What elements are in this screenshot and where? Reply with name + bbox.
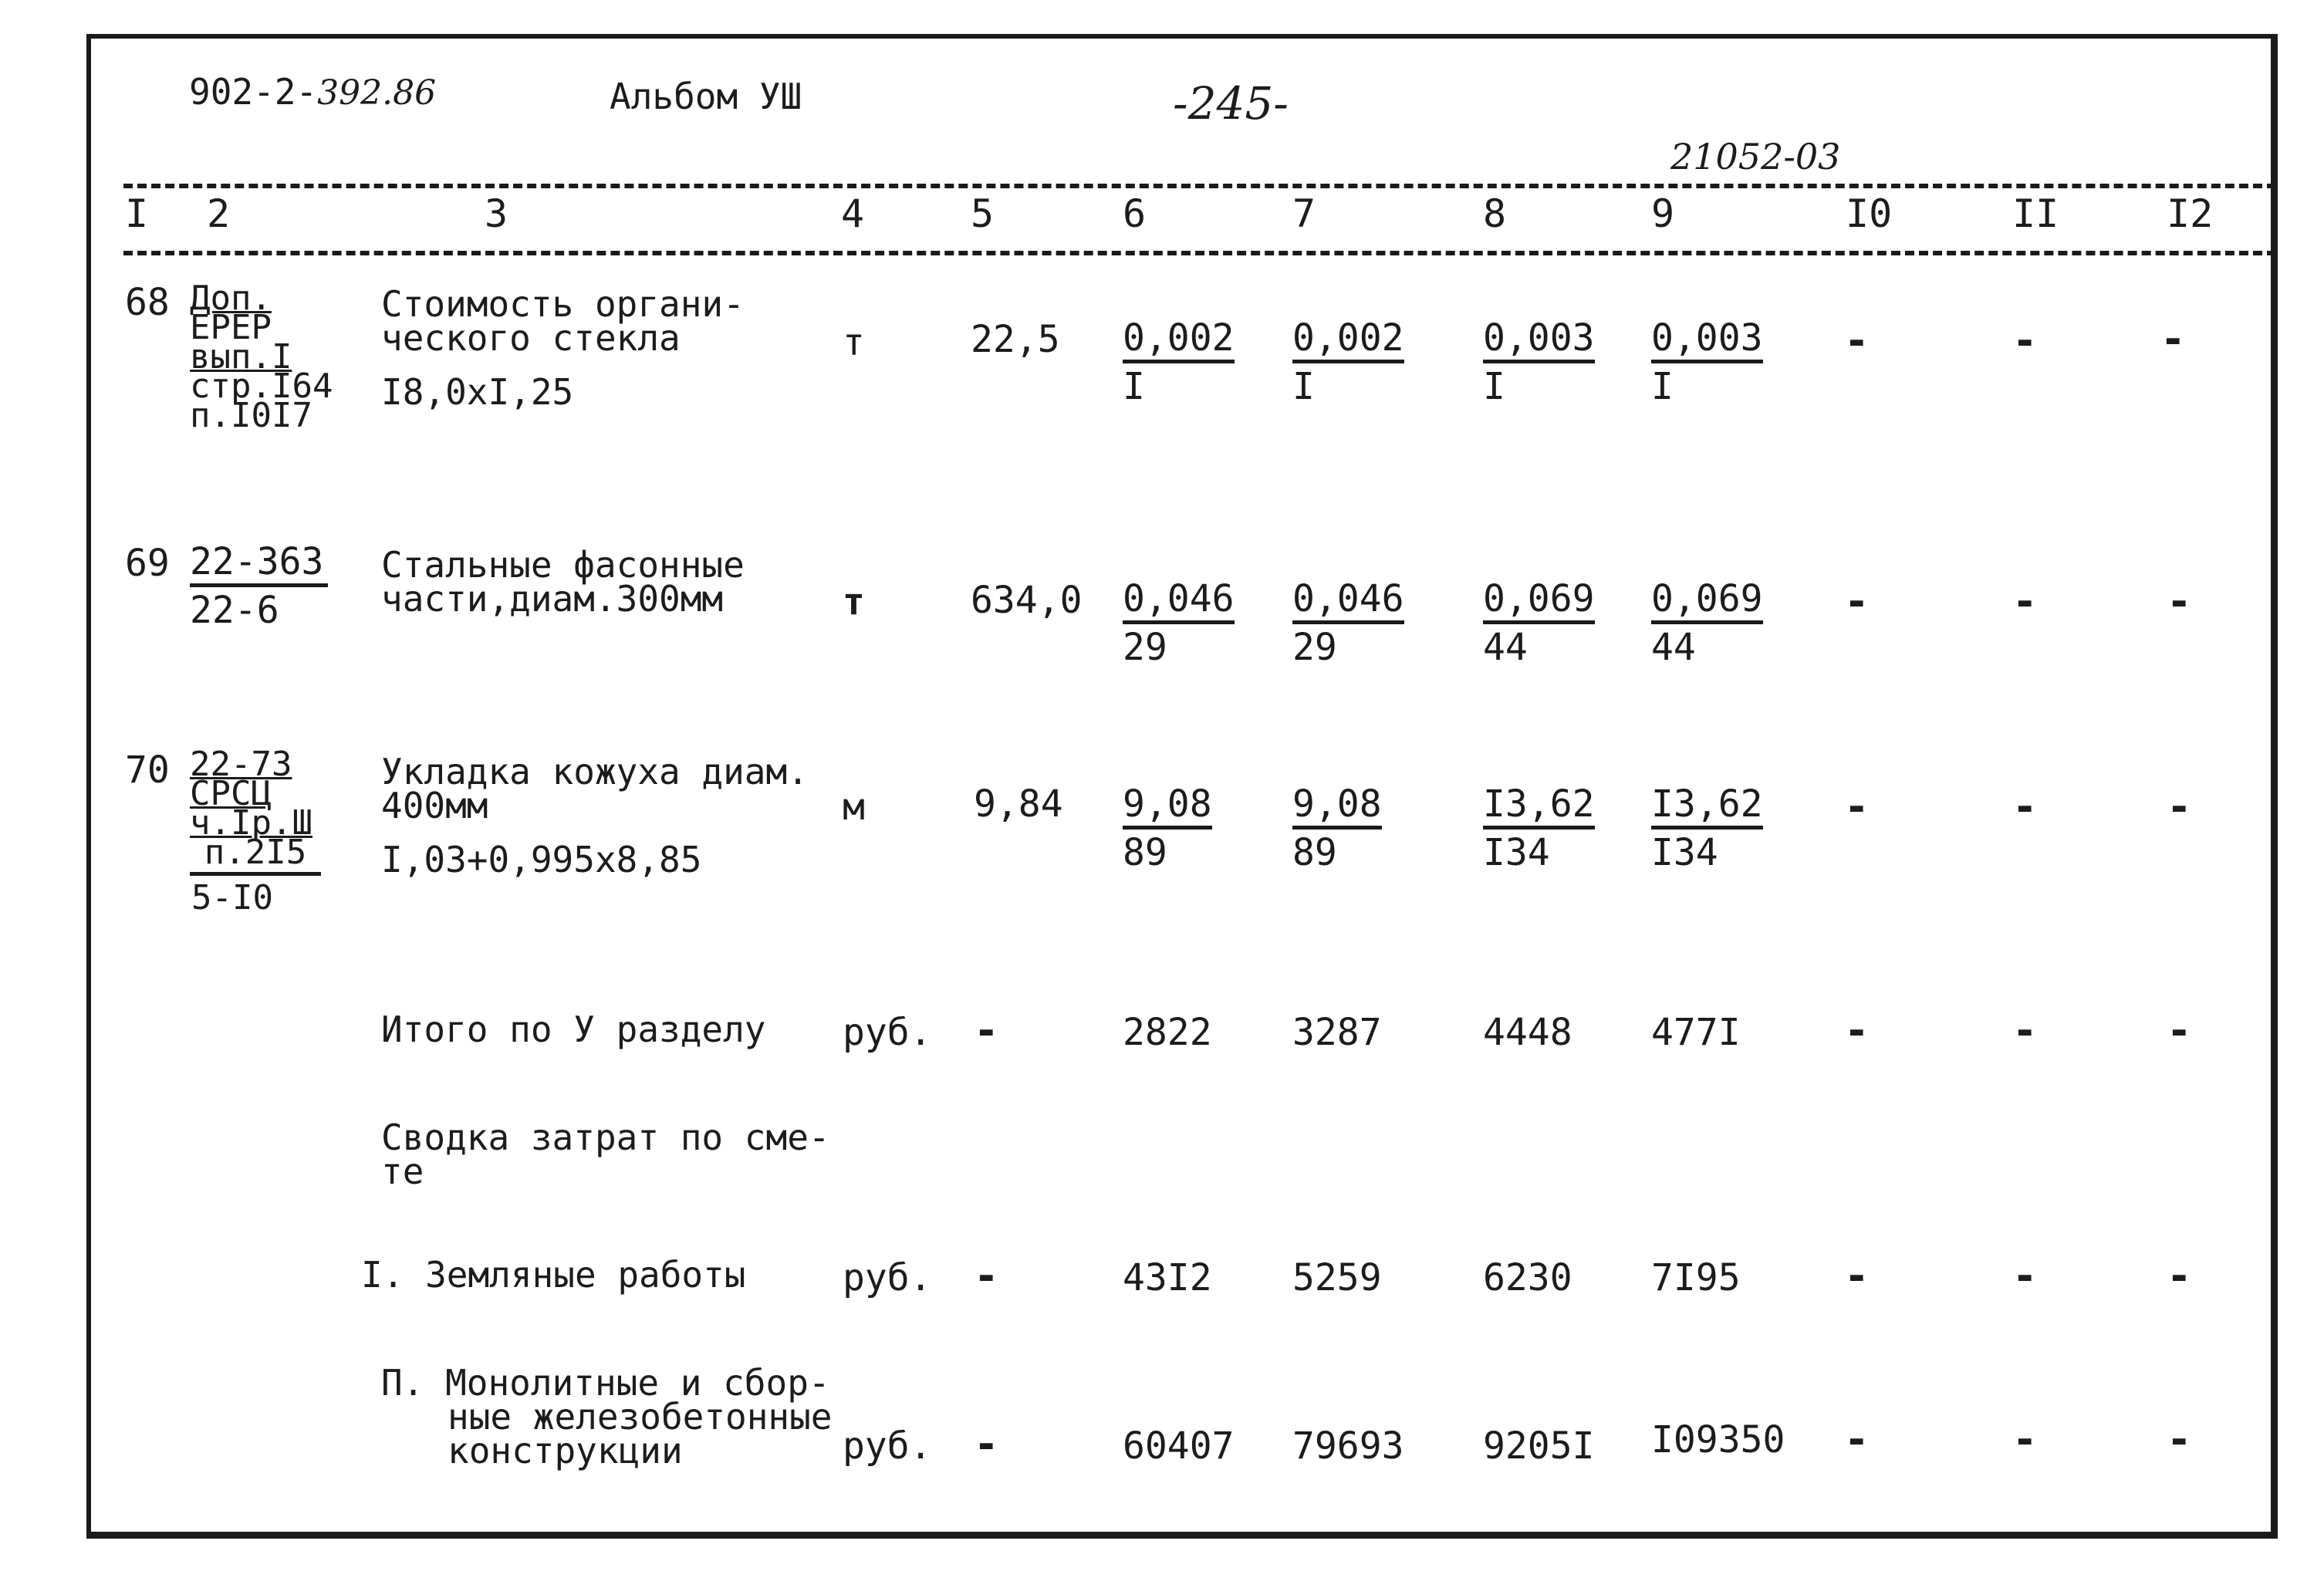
empty-cell: - xyxy=(2167,782,2192,831)
value-top: 0,003 xyxy=(1651,318,1763,363)
col-header-1: I xyxy=(125,191,149,236)
empty-cell: - xyxy=(2167,1006,2192,1055)
row-description xyxy=(381,751,809,880)
value-top: I3,62 xyxy=(1651,784,1763,830)
empty-cell: - xyxy=(1844,316,1870,365)
empty-cell: - xyxy=(1844,577,1870,626)
page-number: -245- xyxy=(1173,77,1289,130)
value-bottom: I34 xyxy=(1483,831,1550,874)
total-label: Итого по У разделу xyxy=(381,1009,766,1050)
unit: м xyxy=(843,786,865,829)
empty-cell: - xyxy=(974,1252,999,1300)
empty-cell: - xyxy=(2167,577,2192,626)
value-cell xyxy=(1292,579,1404,671)
summary-value: 43I2 xyxy=(1123,1256,1212,1299)
value-cell xyxy=(1123,784,1212,876)
ref-line: ч.Iр.Ш xyxy=(190,803,312,843)
value-top: 0,046 xyxy=(1292,579,1404,624)
description-line: Стоимость органи- xyxy=(381,283,745,325)
price: 634,0 xyxy=(971,579,1083,622)
value-bottom: 89 xyxy=(1292,831,1337,874)
col-header-4: 4 xyxy=(841,191,865,236)
value-top: 0,003 xyxy=(1483,318,1595,363)
calc-formula: I8,0xI,25 xyxy=(381,371,574,413)
calc-formula: I,03+0,995x8,85 xyxy=(381,839,702,880)
summary-item-label-line: ные железобетонные xyxy=(448,1396,833,1438)
project-code-printed: 902-2- xyxy=(189,71,318,113)
row-description xyxy=(381,283,745,413)
row-description xyxy=(381,544,745,620)
value-cell xyxy=(1651,579,1763,671)
empty-cell: - xyxy=(2160,315,2186,363)
value-bottom: I xyxy=(1651,365,1674,408)
ref-line: стр.I64 xyxy=(190,367,333,406)
ref-line: 22-73 xyxy=(190,745,292,784)
summary-item-label xyxy=(381,1362,833,1472)
unit: т xyxy=(843,580,865,623)
album-label: Альбом УШ xyxy=(610,76,802,117)
col-header-2: 2 xyxy=(207,191,231,236)
empty-cell: - xyxy=(2012,1415,2038,1464)
summary-value: 7I95 xyxy=(1651,1256,1741,1299)
ref-bottom: 22-6 xyxy=(190,589,279,632)
value-top: 0,002 xyxy=(1123,318,1235,363)
col-header-3: 3 xyxy=(485,191,508,236)
description-line: части,диам.300мм xyxy=(381,578,724,620)
price: 22,5 xyxy=(971,318,1060,361)
empty-cell: - xyxy=(2012,782,2038,831)
value-cell xyxy=(1292,318,1404,410)
empty-cell: - xyxy=(1844,1415,1870,1464)
value-top: I3,62 xyxy=(1483,784,1595,830)
header-dashed-line-top xyxy=(123,184,2276,188)
ref-line: вып.I xyxy=(190,337,292,377)
summary-value: 9205I xyxy=(1483,1424,1595,1468)
empty-cell: - xyxy=(974,1006,999,1055)
summary-title-line: Сводка затрат по сме- xyxy=(381,1117,830,1158)
value-bottom: 29 xyxy=(1123,626,1167,669)
value-bottom: I xyxy=(1292,365,1315,408)
value-bottom: I xyxy=(1483,365,1505,408)
ref-line: ЕРЕР xyxy=(190,308,272,347)
value-top: 0,002 xyxy=(1292,318,1404,363)
value-bottom: I xyxy=(1123,365,1145,408)
price: 9,84 xyxy=(974,782,1063,826)
row-number: 69 xyxy=(125,542,170,585)
summary-item-label-line: конструкции xyxy=(448,1430,683,1472)
col-header-8: 8 xyxy=(1483,191,1507,236)
ref-line: Доп. xyxy=(190,279,272,318)
empty-cell: - xyxy=(2012,1006,2038,1055)
summary-item-label: I. Земляные работы xyxy=(361,1254,746,1296)
description-line: ческого стекла xyxy=(381,317,681,359)
value-bottom: I34 xyxy=(1651,831,1718,874)
ref-line: п.I0I7 xyxy=(190,396,312,435)
summary-value: 79693 xyxy=(1292,1424,1404,1468)
ref-line: п.2I5 xyxy=(190,838,321,876)
value-cell xyxy=(1651,784,1763,876)
value-bottom: 44 xyxy=(1651,626,1696,669)
project-code-handwritten: 392.86 xyxy=(317,73,437,113)
empty-cell: - xyxy=(2012,316,2038,365)
value-cell xyxy=(1651,318,1763,410)
value-bottom: 29 xyxy=(1292,626,1337,669)
sheet-code: 21052-03 xyxy=(1670,136,1841,177)
value-cell xyxy=(1123,579,1235,671)
row-reference xyxy=(190,279,333,435)
col-header-5: 5 xyxy=(971,191,995,236)
header-dashed-line-bottom xyxy=(123,251,2276,255)
unit: руб. xyxy=(843,1424,932,1468)
summary-value: 6230 xyxy=(1483,1256,1572,1299)
description-line: Укладка кожуха диам. xyxy=(381,751,809,792)
col-header-6: 6 xyxy=(1123,191,1147,236)
unit: т xyxy=(843,321,865,364)
value-cell xyxy=(1483,579,1595,671)
empty-cell: - xyxy=(2012,577,2038,626)
unit: руб. xyxy=(843,1011,932,1054)
col-header-9: 9 xyxy=(1651,191,1675,236)
value-cell xyxy=(1123,318,1235,410)
value-cell xyxy=(1292,784,1382,876)
value-top: 0,069 xyxy=(1483,579,1595,624)
summary-value: 60407 xyxy=(1123,1424,1235,1468)
row-reference xyxy=(190,745,321,917)
empty-cell: - xyxy=(1844,782,1870,831)
value-cell xyxy=(1483,784,1595,876)
value-bottom: 89 xyxy=(1123,831,1167,874)
empty-cell: - xyxy=(974,1420,999,1468)
description-line: 400мм xyxy=(381,785,488,826)
total-value: 3287 xyxy=(1292,1011,1382,1054)
summary-title-line: те xyxy=(381,1151,424,1192)
empty-cell: - xyxy=(1844,1006,1870,1055)
col-header-7: 7 xyxy=(1292,191,1316,236)
total-value: 477I xyxy=(1651,1011,1741,1054)
summary-value: I09350 xyxy=(1651,1418,1785,1461)
value-top: 0,069 xyxy=(1651,579,1763,624)
empty-cell: - xyxy=(2012,1252,2038,1300)
row-number: 70 xyxy=(125,748,170,792)
value-bottom: 44 xyxy=(1483,626,1528,669)
ref-line: СРСЦ xyxy=(190,774,272,813)
ref-bottom: 5-I0 xyxy=(191,878,273,917)
summary-item-label-line: П. Монолитные и сбор- xyxy=(381,1362,830,1404)
ref-top: 22-363 xyxy=(190,542,328,587)
value-top: 9,08 xyxy=(1123,784,1212,830)
summary-value: 5259 xyxy=(1292,1256,1382,1299)
unit: руб. xyxy=(843,1256,932,1299)
value-top: 0,046 xyxy=(1123,579,1235,624)
project-code xyxy=(189,71,436,113)
value-cell xyxy=(1483,318,1595,410)
value-top: 9,08 xyxy=(1292,784,1382,830)
col-header-10: I0 xyxy=(1846,191,1893,236)
row-number: 68 xyxy=(125,281,170,324)
total-value: 2822 xyxy=(1123,1011,1212,1054)
summary-title xyxy=(381,1117,830,1192)
empty-cell: - xyxy=(2167,1415,2192,1464)
empty-cell: - xyxy=(1844,1252,1870,1300)
col-header-11: II xyxy=(2012,191,2059,236)
total-value: 4448 xyxy=(1483,1011,1572,1054)
col-header-12: I2 xyxy=(2167,191,2214,236)
empty-cell: - xyxy=(2167,1252,2192,1300)
description-line: Стальные фасонные xyxy=(381,544,745,586)
row-reference xyxy=(190,542,328,634)
